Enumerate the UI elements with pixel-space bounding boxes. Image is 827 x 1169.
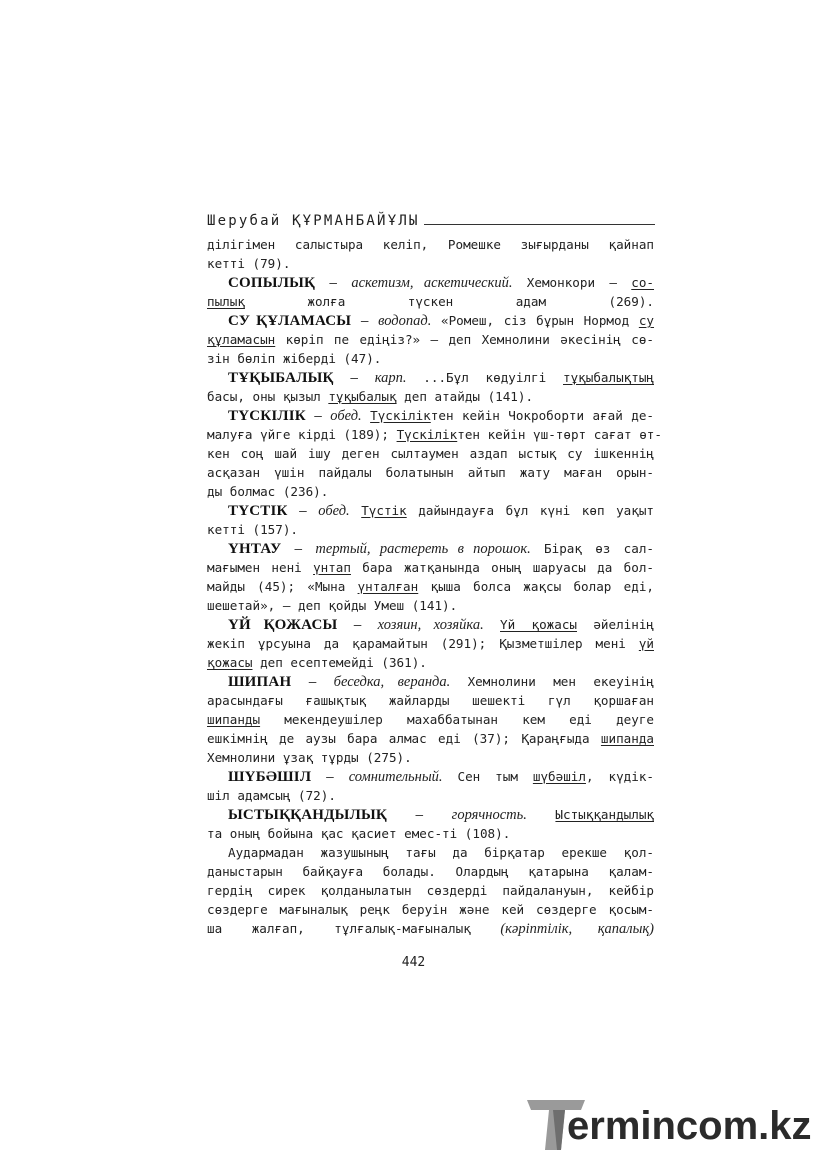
text-segment: та оның бойына қас қасиет емес-ті (108). [207, 826, 511, 841]
text-segment: тен кейін Чокроборти ағай де- [430, 408, 654, 423]
underlined-example: су [638, 313, 655, 328]
text-line [207, 767, 654, 786]
text-segment: деп атайды (141). [396, 389, 534, 404]
text-segment: жекіп ұрсуына да қарамайтын (291); Қызметшілер мені [207, 636, 639, 651]
text-line [207, 729, 654, 748]
term-headword: ШИПАН [228, 674, 292, 690]
text-line [207, 843, 654, 862]
text-line [207, 520, 654, 539]
text-segment: ша жалғап, тұлғалық-мағыналық [207, 921, 501, 936]
text-segment: ды болмас (236). [207, 484, 329, 499]
text-line [207, 710, 654, 729]
text-segment: малуға үйге кірді (189); [207, 427, 397, 442]
underlined-example: Ыстыққандылық [555, 807, 654, 822]
text-segment: дайындауға бұл күні көп уақыт [406, 503, 654, 518]
text-segment: – [287, 503, 319, 518]
text-line [207, 330, 654, 349]
underlined-example: үнтап [313, 560, 351, 575]
russian-gloss: карп. [374, 370, 407, 386]
russian-gloss: беседка, веранда. [333, 674, 451, 690]
running-header [207, 207, 655, 229]
text-segment: мекендеушілер махаббатынан кем еді деуге [260, 712, 654, 727]
text-segment: шіл адамсың (72). [207, 788, 336, 803]
text-segment: деп есептемейді (361). [252, 655, 427, 670]
logo-wordmark: ermincom.kz [567, 1104, 812, 1148]
text-line [207, 387, 654, 406]
text-line [207, 881, 654, 900]
text-segment: «Ромеш, сіз бұрын Нормод [431, 313, 639, 328]
text-line [207, 368, 654, 387]
text-line [207, 539, 654, 558]
text-segment [350, 503, 362, 518]
text-line [207, 349, 654, 368]
header-rule [424, 224, 655, 225]
russian-gloss: обед. [330, 408, 362, 424]
text-segment: арасындағы ғашықтық жайларды шешекті гүл қоршаған [207, 693, 654, 708]
text-segment: шешетай», – деп қойды Умеш (141). [207, 598, 458, 613]
text-line [207, 501, 654, 520]
text-line [207, 292, 654, 311]
russian-gloss: сомнительный. [348, 769, 443, 785]
text-line [207, 425, 662, 444]
text-line [207, 577, 654, 596]
underlined-example: Үй қожасы [500, 617, 578, 632]
term-headword: ТҮСТІК [228, 503, 288, 519]
text-segment: Бірақ өз сал- [530, 541, 654, 556]
underlined-example: қожасы [207, 655, 253, 670]
text-segment: сөздерге мағыналық реңк беруін және кей сөздерге қосым- [207, 902, 654, 917]
term-headword: ЫСТЫҚҚАНДЫЛЫҚ [228, 807, 387, 823]
term-headword: ТҮСКІЛІК [228, 408, 306, 424]
text-segment: Хемнолини ұзақ тұрды (275). [207, 750, 412, 765]
russian-gloss: водопад. [378, 313, 432, 329]
russian-gloss: (кәріптілік, қапалық) [500, 921, 655, 937]
body-text [207, 235, 662, 938]
text-segment: асқазан үшін пайдалы болатынын айтып жату маған орын- [207, 465, 654, 480]
text-segment: – [351, 313, 379, 328]
underlined-example: шипанда [600, 731, 654, 746]
underlined-example: үнталған [357, 579, 419, 594]
underlined-example: тұқыбалықтың [563, 370, 654, 385]
text-segment: тен кейін үш-төрт сағат өт- [457, 427, 662, 442]
text-segment: зін бөліп жіберді (47). [207, 351, 382, 366]
text-line [207, 558, 654, 577]
text-segment: – [291, 674, 334, 689]
term-headword: СУ ҚҰЛАМАСЫ [228, 313, 352, 329]
underlined-example: Түскілік [370, 408, 431, 423]
text-segment: әйелінің [577, 617, 654, 632]
text-segment: ешкімнің де аузы бара алмас еді (37); Қараңғыда [207, 731, 601, 746]
page-number: 442 [401, 955, 426, 970]
text-segment: қыша болса жақсы болар еді, [418, 579, 654, 594]
russian-gloss: обед. [318, 503, 350, 519]
underlined-example: үй [638, 636, 654, 651]
text-segment: кетті (79). [207, 256, 291, 271]
text-line [207, 596, 654, 615]
text-segment [362, 408, 370, 423]
text-segment: – [337, 617, 378, 632]
underlined-example: тұқыбалық [328, 389, 397, 404]
text-segment: кен соң шай ішу деген сылтаумен аздап ыстық су ішкеннің [207, 446, 654, 461]
text-line [207, 615, 654, 634]
text-segment: – [333, 370, 375, 385]
text-segment: көріп пе едіңіз?» – деп Хемнолини әкесінің сө- [275, 332, 654, 347]
text-line [207, 672, 654, 691]
term-headword: ТҰҚЫБАЛЫҚ [228, 370, 334, 386]
text-line [207, 406, 654, 425]
text-line [207, 900, 654, 919]
term-headword: ҮНТАУ [228, 541, 282, 557]
text-line [207, 444, 654, 463]
text-segment: ділігімен салыстыра келіп, Ромешке зығырданы қайнап [207, 237, 654, 252]
termincom-logo [527, 1096, 817, 1154]
russian-gloss: горячность. [451, 807, 527, 823]
text-segment: – [315, 275, 352, 290]
text-line [207, 691, 654, 710]
text-segment: мағымен нені [207, 560, 314, 575]
text-line [207, 235, 654, 254]
underlined-example: Түстік [361, 503, 407, 518]
text-segment: , күдік- [585, 769, 654, 784]
text-segment: Хемонкори – [512, 275, 632, 290]
text-segment: – [386, 807, 452, 822]
text-line [207, 273, 654, 292]
text-line [207, 463, 654, 482]
text-segment: басы, оны қызыл [207, 389, 329, 404]
text-line [207, 786, 654, 805]
text-segment: – [281, 541, 316, 556]
text-segment: кетті (157). [207, 522, 298, 537]
text-line [207, 919, 654, 938]
text-segment: жолға түскен адам (269). [244, 294, 654, 309]
text-line [207, 634, 654, 653]
text-line [207, 254, 654, 273]
russian-gloss: хозяин, хозяйка. [377, 617, 484, 633]
underlined-example: құламасын [207, 332, 276, 347]
text-segment: – [305, 408, 331, 423]
text-line [207, 824, 654, 843]
author-name: Шерубай ҚҰРМАНБАЙҰЛЫ [207, 213, 420, 229]
underlined-example: Түскілік [396, 427, 458, 442]
text-line [207, 482, 654, 501]
text-segment: бара жатқанында оның шаруасы да бол- [350, 560, 654, 575]
text-segment: майды (45); «Мына [207, 579, 358, 594]
text-segment: Аудармадан жазушының тағы да бірқатар ерекше қол- [228, 845, 654, 860]
text-segment [484, 617, 500, 632]
text-segment: Сен тым [442, 769, 533, 784]
underlined-example: шипанды [207, 712, 261, 727]
text-segment: – [311, 769, 349, 784]
term-headword: ШҮБӘШІЛ [228, 769, 312, 785]
underlined-example: шүбәшіл [532, 769, 586, 784]
text-segment: ...Бұл көдуілгі [406, 370, 563, 385]
text-line [207, 805, 654, 824]
russian-gloss: аскетизм, аскетический. [351, 275, 513, 291]
text-line [207, 748, 654, 767]
text-line [207, 311, 654, 330]
text-segment: гердің сирек қолданылатын сөздерді пайдалануын, кейбір [207, 883, 654, 898]
term-headword: ҮЙ ҚОЖАСЫ [228, 617, 338, 633]
term-headword: СОПЫЛЫҚ [228, 275, 316, 291]
russian-gloss: тертый, растереть в порошок. [315, 541, 531, 557]
text-segment [527, 807, 556, 822]
text-segment: даныстарын байқауға болады. Олардың қатарына қалам- [207, 864, 654, 879]
text-line [207, 653, 654, 672]
underlined-example: со- [631, 275, 655, 290]
text-segment: Хемнолини мен екеуінің [450, 674, 655, 689]
text-line [207, 862, 654, 881]
underlined-example: пылық [207, 294, 245, 309]
